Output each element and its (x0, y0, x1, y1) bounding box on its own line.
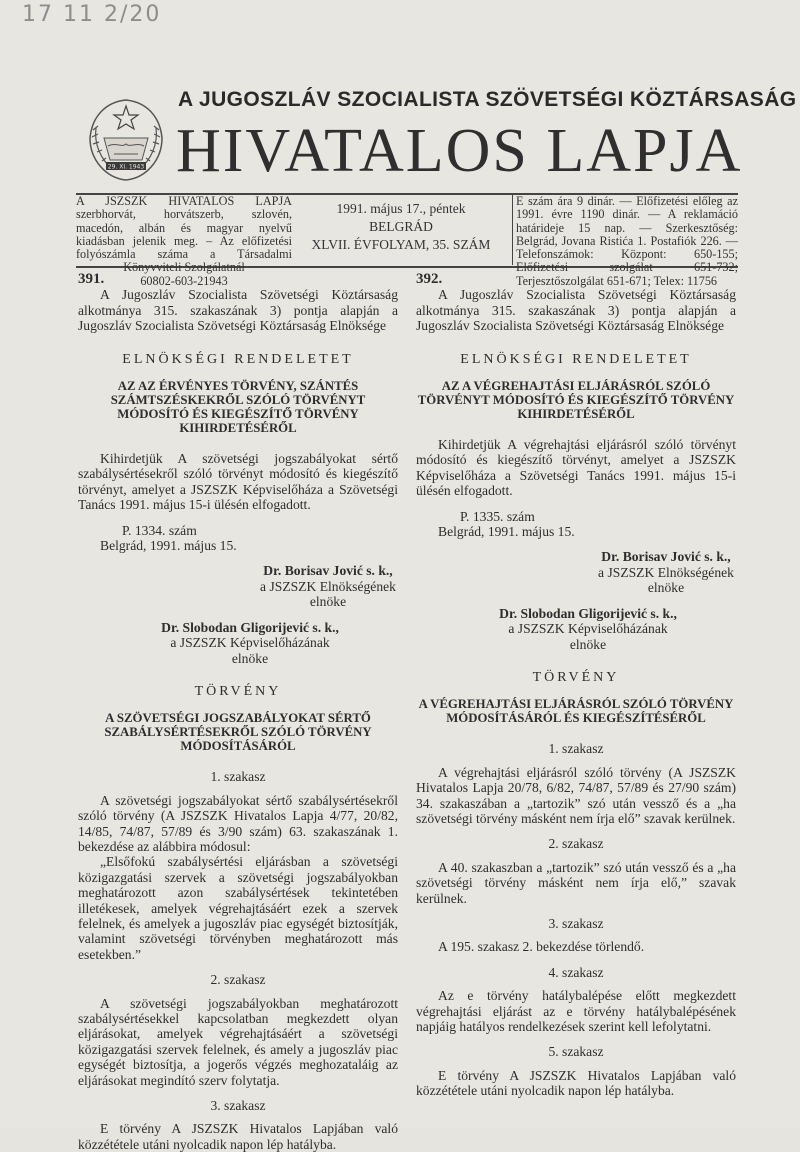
law-heading: TÖRVÉNY (532, 669, 620, 685)
subscription-text: A JSZSZK HIVATALOS LAPJA szerbhorvát, horvátszerb, szlovén, macedón, albán és magyar nyelvű kiadásban jelenik meg. – Az előfizetési folyószámla száma a Társadalmi Könyvviteli Szolgálatnál (76, 194, 292, 275)
issue-place: BELGRÁD (369, 219, 433, 234)
signatory-1-title: elnöke (309, 594, 347, 610)
section-1-text: A szövetségi jogszabályokat sértő szabálysértésekről szóló törvény (A JSZSZK Hivatalos Lapja 4/77, 20/82, 14/85, 74/87, 57/89 és 3/90 szám) 63. szakaszának 1. bekezdése az alábbira módosul: (78, 792, 398, 854)
article-intro: A Jugoszláv Szocialista Szövetségi Köztársaság alkotmánya 315. szakaszának 3) pontja alapján a Jugoszláv Szocialista Szövetségi Köztársaság Elnöksége (416, 287, 736, 334)
article-number: 391. (78, 271, 105, 287)
reference-number: P. 1335. szám (460, 508, 535, 524)
journal-title: HIVATALOS LAPJA (176, 117, 743, 185)
section-1-heading: 1. szakasz (210, 769, 266, 785)
decree-heading: ELNÖKSÉGI RENDELETET (460, 351, 692, 367)
signatory-1-title: elnöke (647, 580, 685, 596)
city-date: Belgrád, 1991. május 15. (438, 524, 575, 540)
section-1-text: A végrehajtási eljárásról szóló törvény (A JSZSZK Hivatalos Lapja 20/78, 6/82, 74/87, 57/89 és 27/90 szám) 34. szakaszában a „tartozik” szó után vessző és a „ha szövetségi törvény másként nem írja elő” szavak kerülnek. (416, 764, 736, 826)
section-2-text: A 40. szakaszban a „tartozik” szó után vessző és a „ha szövetségi törvény másként nem írja elő,” szavak kerülnek. (416, 859, 736, 906)
section-4-text: Az e törvény hatálybalépése előtt megkezdett végrehajtási eljárást az e törvény hatálybalépésének napjáig hatályos rendelkezések szerint kell lefolytatni. (416, 988, 736, 1034)
issue-volume: XLVII. ÉVFOLYAM, 35. SZÁM (311, 237, 491, 252)
signatory-2-role: a JSZSZK Képviselőházának (170, 635, 330, 651)
law-heading: TÖRVÉNY (194, 683, 282, 699)
section-3-heading: 3. szakasz (548, 915, 604, 931)
section-1-quote: „Elsőfokú szabálysértési eljárásban a szövetségi közigazgatási szervek a szövetségi jogszabályokban meghatározott azon szabálysértések tekintetében illetékesek, amelyek végrehajtásáért ezek a szervek felelnek, és amelyek a jugoszláv piac egységét biztosítják, valamint szövetségi törvényben meghatározott más esetekben.” (78, 854, 398, 962)
section-2-heading: 2. szakasz (548, 836, 604, 852)
section-3-text: A 195. szakasz 2. bekezdése törlendő. (438, 939, 645, 955)
article-number: 392. (416, 271, 443, 287)
signatory-1-role: a JSZSZK Elnökségének (598, 564, 734, 580)
emblem-date: 29. XI. 1943 (107, 163, 145, 171)
decree-title: AZ AZ ÉRVÉNYES TÖRVÉNY, SZÁNTÉS SZÁMTSZÉSKEKRŐL SZÓLÓ TÖRVÉNYT MÓDOSÍTÓ ÉS KIEGÉSZÍTŐ TÖRVÉNY KIHIRDETÉSÉRŐL (110, 379, 366, 436)
section-3-text: E törvény A JSZSZK Hivatalos Lapjában való közzététele utáni nyolcadik napon lép hatályba. (78, 1121, 398, 1152)
handwritten-note: 17 11 2/20 (22, 2, 162, 27)
signatory-1-role: a JSZSZK Elnökségének (260, 578, 396, 594)
decree-title: AZ A VÉGREHAJTÁSI ELJÁRÁSRÓL SZÓLÓ TÖRVÉNYT MÓDOSÍTÓ ÉS KIEGÉSZÍTŐ TÖRVÉNY KIHIRDETÉSÉRŐL (417, 379, 735, 422)
section-2-heading: 2. szakasz (210, 972, 266, 988)
masthead-divider (512, 193, 513, 265)
promulgation-text: Kihirdetjük A szövetségi jogszabályokat sértő szabálysértésekről szóló törvényt módosító és kiegészítő törvényt, amelyet a JSZSZK Képviselőháza a Szövetségi Tanács 1991. május 15-i ülésén elfogadott. (78, 451, 398, 513)
signatory-1-name: Dr. Borisav Jović s. k., (263, 563, 393, 579)
section-3-heading: 3. szakasz (210, 1098, 266, 1114)
article-391 (78, 272, 398, 1152)
section-1-heading: 1. szakasz (548, 741, 604, 757)
section-5-text: E törvény A JSZSZK Hivatalos Lapjában való közzététele utáni nyolcadik napon lép hatályba. (416, 1067, 736, 1099)
article-392 (416, 272, 736, 1099)
city-date: Belgrád, 1991. május 15. (100, 538, 237, 554)
masthead-issue-info (296, 200, 506, 270)
signatory-2-title: elnöke (231, 650, 269, 666)
section-5-heading: 5. szakasz (548, 1044, 604, 1060)
account-number: 60802-603-21943 (140, 273, 228, 288)
signatory-2-role: a JSZSZK Képviselőházának (508, 621, 668, 637)
signatory-2-name: Dr. Slobodan Gligorijević s. k., (161, 619, 339, 635)
issue-date: 1991. május 17., péntek (336, 201, 466, 216)
signatory-2-title: elnöke (569, 636, 607, 652)
state-emblem-icon (76, 88, 176, 188)
promulgation-text: Kihirdetjük A végrehajtási eljárásról szóló törvényt módosító és kiegészítő törvényt, amelyet a JSZSZK Képviselőháza a Szövetségi Tanács 1991. május 15-i ülésén elfogadott. (416, 437, 736, 499)
signatory-1-name: Dr. Borisav Jović s. k., (601, 549, 731, 565)
section-4-heading: 4. szakasz (548, 964, 604, 980)
reference-number: P. 1334. szám (122, 522, 197, 538)
decree-heading: ELNÖKSÉGI RENDELETET (122, 351, 354, 367)
law-title: A VÉGREHAJTÁSI ELJÁRÁSRÓL SZÓLÓ TÖRVÉNY MÓDOSÍTÁSÁRÓL ÉS KIEGÉSZÍTÉSÉRŐL (418, 697, 734, 726)
section-2-text: A szövetségi jogszabályokban meghatározott szabálysértésekkel kapcsolatban megkezdett olyan eljárásokat, amelyek végrehajtásáért a szövetségi közigazgatási szervek felelnek, és amely a jugoszláv piac egységét biztosítja, a jogerős végzés meghozataláig az eljárásokat megindító szerv folytatja. (78, 995, 398, 1088)
country-line: A JUGOSZLÁV SZOCIALISTA SZÖVETSÉGI KÖZTÁRSASÁG (178, 88, 797, 111)
masthead-price-info: E szám ára 9 dinár. — Előfizetési előleg az 1991. évre 1190 dinár. — A reklamáció határideje 15 nap. — Szerkesztőség: Belgrád, Jovana Ristića 1. Postafiók 226. — Telefonszámok: Központ: 650-155; Előfizetési szolgálat 651-732; Terjesztőszolgálat 651-671; Telex: 11756 (516, 194, 738, 288)
article-intro: A Jugoszláv Szocialista Szövetségi Köztársaság alkotmánya 315. szakaszának 3) pontja alapján a Jugoszláv Szocialista Szövetségi Köztársaság Elnöksége (78, 287, 398, 334)
law-title: A SZÖVETSÉGI JOGSZABÁLYOKAT SÉRTŐ SZABÁLYSÉRTÉSEKRŐL SZÓLÓ TÖRVÉNY MÓDOSÍTÁSÁRÓL (104, 711, 372, 754)
signatory-2-name: Dr. Slobodan Gligorijević s. k., (499, 605, 677, 621)
